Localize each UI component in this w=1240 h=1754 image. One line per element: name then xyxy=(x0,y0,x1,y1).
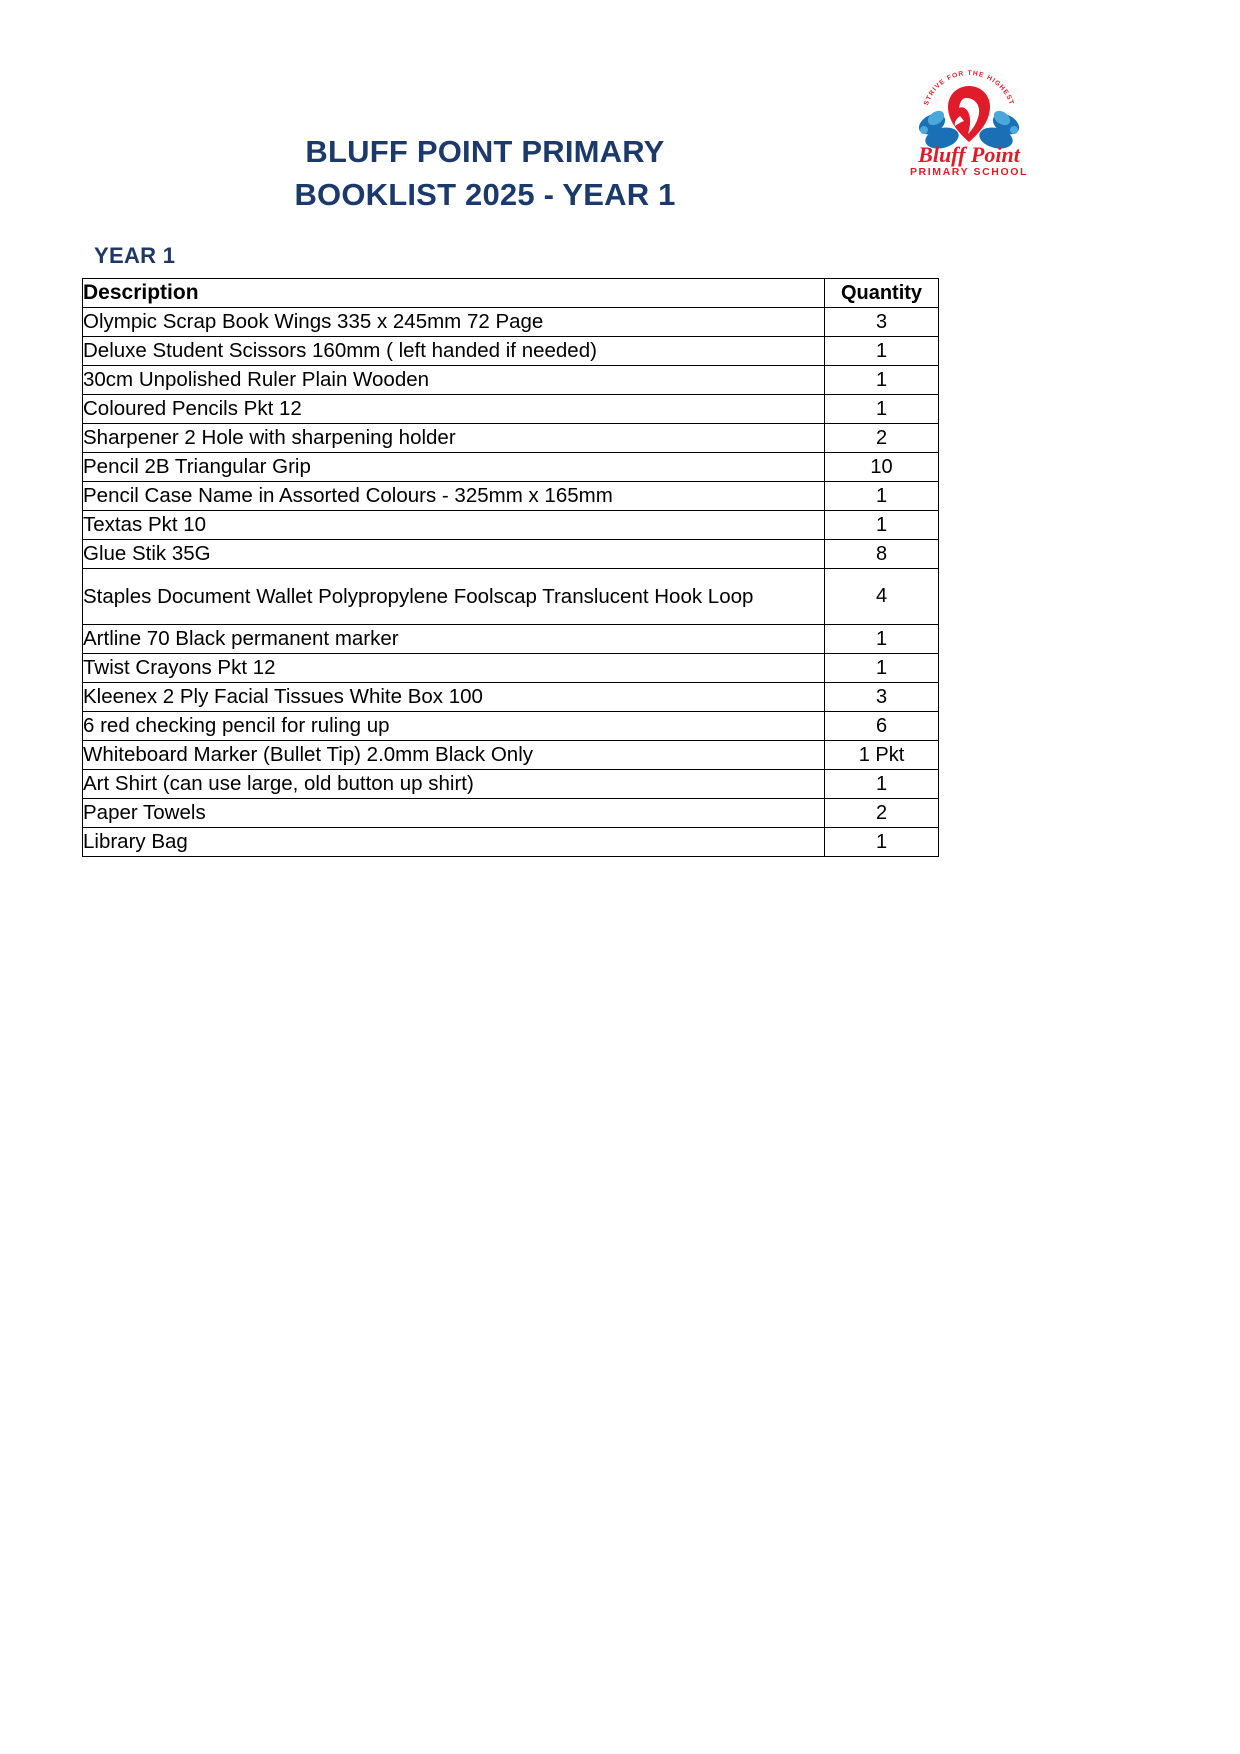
cell-quantity: 1 xyxy=(825,395,939,424)
table-row xyxy=(83,482,939,511)
cell-description: 6 red checking pencil for ruling up xyxy=(83,712,825,741)
cell-quantity: 10 xyxy=(825,453,939,482)
cell-description: Staples Document Wallet Polypropylene Foolscap Translucent Hook Loop xyxy=(83,569,825,625)
table-row xyxy=(83,366,939,395)
table-row xyxy=(83,799,939,828)
cell-description: 30cm Unpolished Ruler Plain Wooden xyxy=(83,366,825,395)
table-row xyxy=(83,770,939,799)
cell-description: Kleenex 2 Ply Facial Tissues White Box 100 xyxy=(83,683,825,712)
cell-quantity: 1 xyxy=(825,482,939,511)
table-row xyxy=(83,569,939,625)
cell-description: Twist Crayons Pkt 12 xyxy=(83,654,825,683)
logo-name-text: Bluff Point xyxy=(918,142,1020,167)
cell-quantity: 2 xyxy=(825,799,939,828)
cell-quantity: 1 xyxy=(825,828,939,857)
page-title-line-1: BLUFF POINT PRIMARY xyxy=(305,134,665,169)
table-row xyxy=(83,308,939,337)
cell-description: Olympic Scrap Book Wings 335 x 245mm 72 Page xyxy=(83,308,825,337)
cell-description: Library Bag xyxy=(83,828,825,857)
school-logo xyxy=(908,62,1030,180)
column-header-quantity: Quantity xyxy=(825,279,939,308)
table-row xyxy=(83,712,939,741)
table-row xyxy=(83,741,939,770)
cell-description: Pencil 2B Triangular Grip xyxy=(83,453,825,482)
cell-quantity: 1 xyxy=(825,511,939,540)
table-header-row xyxy=(83,279,939,308)
cell-description: Textas Pkt 10 xyxy=(83,511,825,540)
cell-quantity: 1 xyxy=(825,654,939,683)
cell-quantity: 8 xyxy=(825,540,939,569)
cell-quantity: 1 xyxy=(825,366,939,395)
table-row xyxy=(83,683,939,712)
table-row xyxy=(83,625,939,654)
section-heading-year: YEAR 1 xyxy=(94,243,176,268)
booklist-table-container xyxy=(82,278,938,857)
cell-description: Art Shirt (can use large, old button up shirt) xyxy=(83,770,825,799)
cell-quantity: 4 xyxy=(825,569,939,625)
booklist-table-body xyxy=(83,308,939,857)
cell-quantity: 1 Pkt xyxy=(825,741,939,770)
cell-description: Whiteboard Marker (Bullet Tip) 2.0mm Black Only xyxy=(83,741,825,770)
table-row xyxy=(83,395,939,424)
table-row xyxy=(83,511,939,540)
column-header-description: Description xyxy=(83,279,825,308)
cell-description: Pencil Case Name in Assorted Colours - 325mm x 165mm xyxy=(83,482,825,511)
cell-quantity: 3 xyxy=(825,308,939,337)
table-row xyxy=(83,337,939,366)
table-row xyxy=(83,654,939,683)
table-row xyxy=(83,453,939,482)
cell-quantity: 1 xyxy=(825,625,939,654)
table-row xyxy=(83,424,939,453)
page-title-line-2: BOOKLIST 2025 - YEAR 1 xyxy=(294,177,676,212)
table-row xyxy=(83,540,939,569)
cell-quantity: 6 xyxy=(825,712,939,741)
booklist-table xyxy=(82,278,939,857)
cell-quantity: 3 xyxy=(825,683,939,712)
cell-quantity: 1 xyxy=(825,770,939,799)
page-title xyxy=(90,130,880,216)
logo-subtitle-text: PRIMARY SCHOOL xyxy=(909,166,1029,178)
cell-quantity: 2 xyxy=(825,424,939,453)
table-row xyxy=(83,828,939,857)
cell-description: Sharpener 2 Hole with sharpening holder xyxy=(83,424,825,453)
cell-quantity: 1 xyxy=(825,337,939,366)
cell-description: Artline 70 Black permanent marker xyxy=(83,625,825,654)
cell-description: Glue Stik 35G xyxy=(83,540,825,569)
cell-description: Deluxe Student Scissors 160mm ( left handed if needed) xyxy=(83,337,825,366)
cell-description: Coloured Pencils Pkt 12 xyxy=(83,395,825,424)
cell-description: Paper Towels xyxy=(83,799,825,828)
logo-arc-text: STRIVE FOR THE HIGHEST xyxy=(922,69,1016,107)
